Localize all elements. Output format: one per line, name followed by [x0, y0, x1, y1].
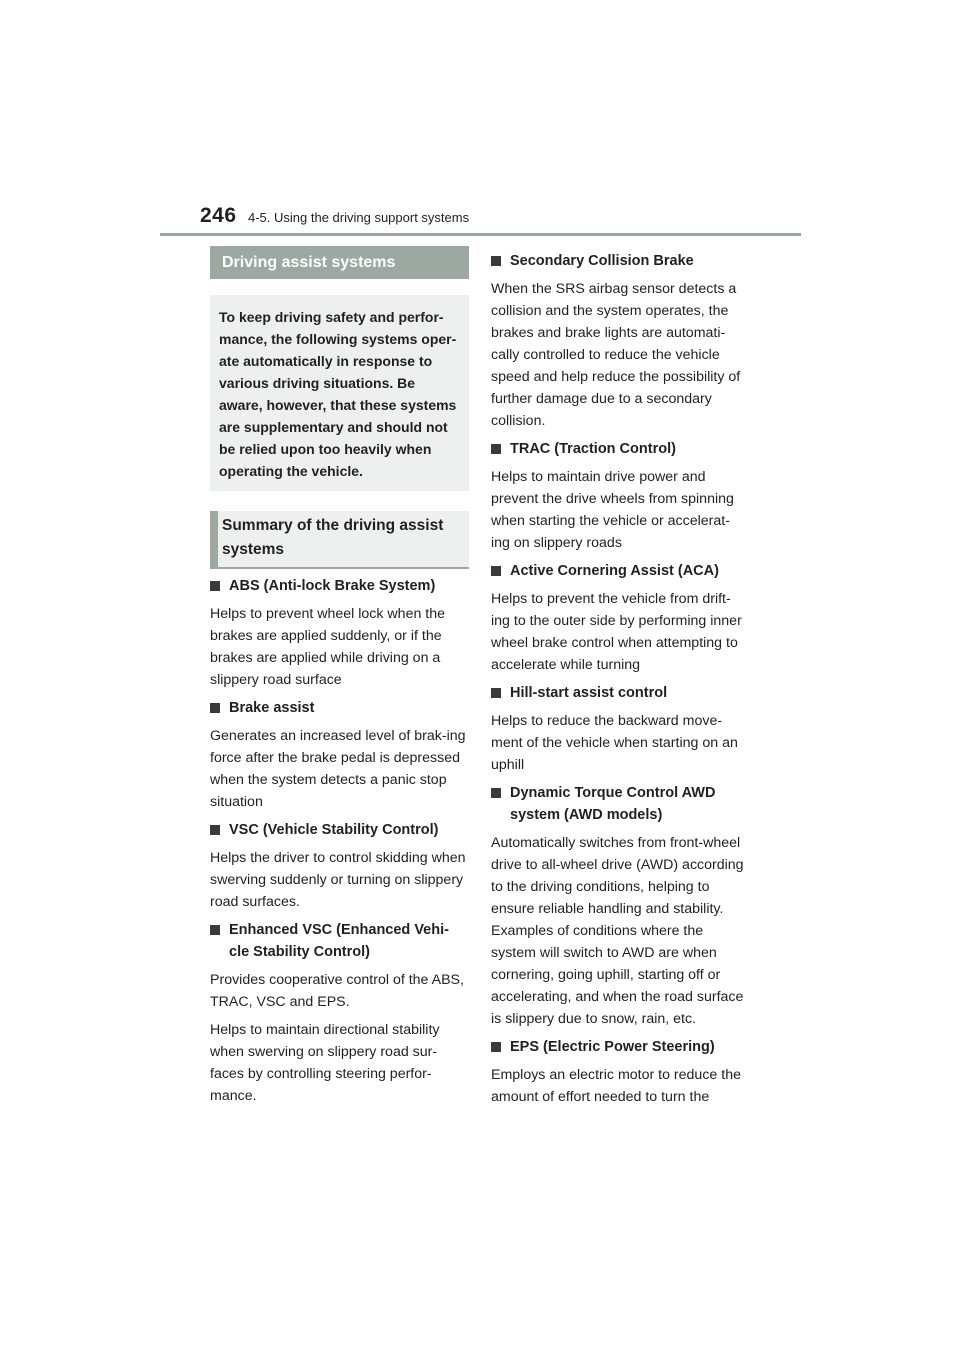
square-bullet-icon	[210, 703, 220, 713]
item-description: Helps to reduce the backward move-ment of the vehicle when starting on an uphill	[491, 713, 738, 773]
right-column	[491, 244, 747, 1108]
square-bullet-icon	[491, 788, 501, 798]
item-title	[210, 919, 469, 963]
item-description: Helps to maintain directional stability when swerving on slippery road sur-faces by controlling steering perfor-mance.	[210, 1022, 440, 1104]
item-title-text: Hill-start assist control	[510, 685, 668, 701]
item-title-text: Dynamic Torque Control AWD system (AWD models)	[510, 785, 716, 823]
item-description: Employs an electric motor to reduce the amount of effort needed to turn the	[491, 1067, 741, 1105]
square-bullet-icon	[491, 688, 501, 698]
square-bullet-icon	[210, 925, 220, 935]
square-bullet-icon	[210, 825, 220, 835]
page-number: 246	[200, 204, 237, 227]
item-description: Helps to maintain drive power and prevent the drive wheels from spinning when starting the vehicle or accelerat-ing on slippery roads	[491, 469, 734, 551]
square-bullet-icon	[491, 444, 501, 454]
item-title-text: Secondary Collision Brake	[510, 253, 694, 269]
item-title	[210, 697, 469, 719]
item-title	[491, 682, 747, 704]
item-title-text: TRAC (Traction Control)	[510, 441, 676, 457]
intro-box: To keep driving safety and perfor-mance, the following systems oper-ate automatically in response to various driving situations. Be aware, however, that these systems are supplementary and should not be relied upon too heavily when operating the vehicle.	[210, 295, 469, 491]
item-title-text: EPS (Electric Power Steering)	[510, 1039, 715, 1055]
item-title-text: Active Cornering Assist (ACA)	[510, 563, 719, 579]
item-description: Provides cooperative control of the ABS, TRAC, VSC and EPS.	[210, 972, 464, 1010]
item-title	[210, 819, 469, 841]
item-title	[491, 1036, 747, 1058]
item-title-text: VSC (Vehicle Stability Control)	[229, 822, 439, 838]
item-description: Generates an increased level of brak-ing force after the brake pedal is depressed when the system detects a panic stop situation	[210, 728, 466, 810]
square-bullet-icon	[491, 1042, 501, 1052]
item-title	[210, 575, 469, 597]
square-bullet-icon	[491, 566, 501, 576]
section-title: 4-5. Using the driving support systems	[248, 210, 470, 225]
item-title-text: ABS (Anti-lock Brake System)	[229, 578, 436, 594]
header-divider	[160, 233, 801, 236]
item-description: Helps to prevent the vehicle from drift-ing to the outer side by performing inner wheel brake control when attempting to accelerate while turning	[491, 591, 742, 673]
item-title	[491, 438, 747, 460]
item-title	[491, 782, 747, 826]
item-title	[491, 250, 747, 272]
item-description: Helps to prevent wheel lock when the brakes are applied suddenly, or if the brakes are applied while driving on a slippery road surface	[210, 606, 446, 688]
square-bullet-icon	[210, 581, 220, 591]
summary-subheading: Summary of the driving assist systems	[210, 511, 469, 569]
item-description: Helps the driver to control skidding when swerving suddenly or turning on slippery road surfaces.	[210, 850, 466, 910]
item-title-text: Enhanced VSC (Enhanced Vehi-cle Stability Control)	[229, 922, 449, 960]
square-bullet-icon	[491, 256, 501, 266]
item-description: Automatically switches from front-wheel drive to all-wheel drive (AWD) according to the driving conditions, helping to ensure reliable handling and stability. Examples of conditions where the system will switch to AWD are when cornering, going uphill, starting off or accelerating, and when the road surface is slippery due to snow, rain, etc.	[491, 835, 744, 1027]
left-column	[210, 246, 469, 1107]
item-title	[491, 560, 747, 582]
section-heading: Driving assist systems	[210, 246, 469, 279]
item-title-text: Brake assist	[229, 700, 315, 716]
item-description: When the SRS airbag sensor detects a collision and the system operates, the brakes and brake lights are automati-cally controlled to reduce the vehicle speed and help reduce the possibility of further damage due to a secondary collision.	[491, 281, 741, 429]
left-item-list	[210, 575, 469, 1107]
right-item-list	[491, 250, 747, 1108]
